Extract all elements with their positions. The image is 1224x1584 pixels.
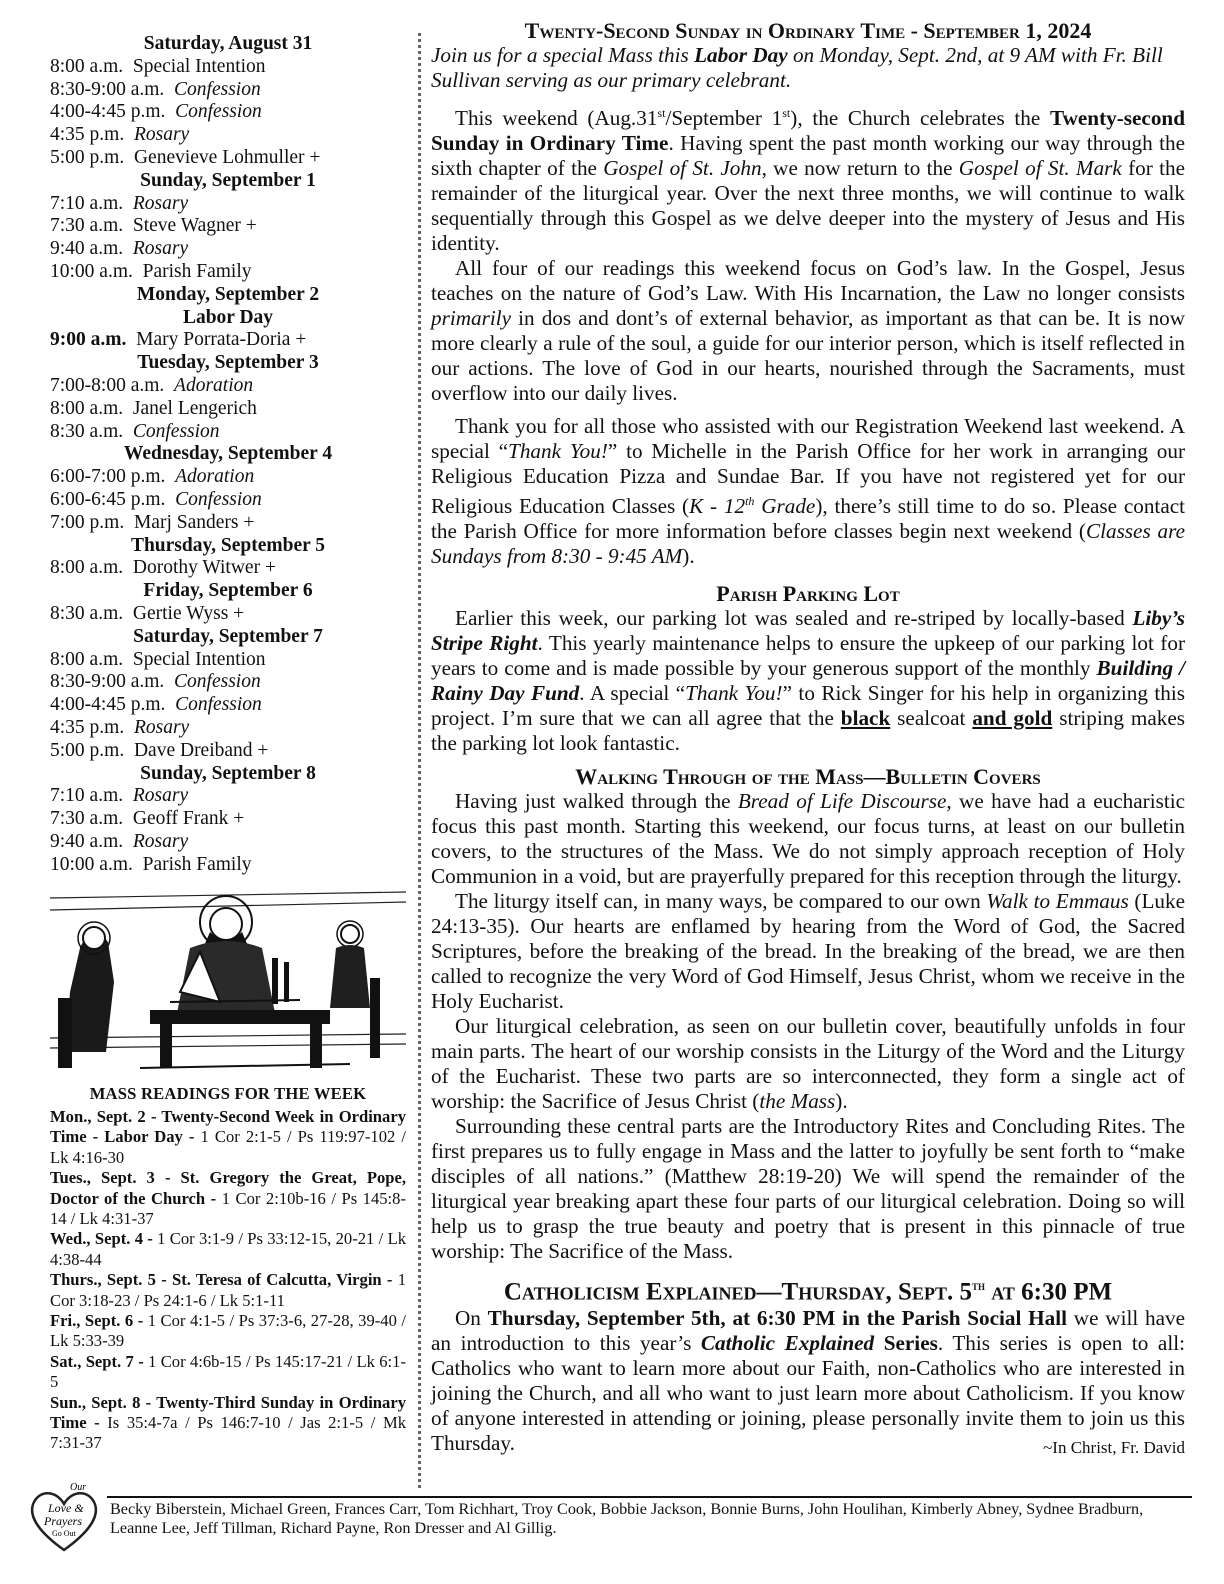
schedule-row xyxy=(50,740,406,763)
schedule-row xyxy=(50,557,406,580)
schedule-day-heading: Friday, September 6 xyxy=(143,580,313,602)
schedule-time: 5:00 p.m. xyxy=(50,739,125,761)
schedule-time: 9:40 a.m. xyxy=(50,238,124,260)
schedule-row xyxy=(50,785,406,808)
logo-line-4: Go Out xyxy=(52,1529,76,1538)
schedule-time: 8:00 a.m. xyxy=(50,397,124,419)
schedule-intention: Adoration xyxy=(174,374,254,396)
schedule-time: 7:30 a.m. xyxy=(50,215,124,237)
schedule-day-heading: Saturday, September 7 xyxy=(133,625,323,647)
sunday-paragraph-1: This weekend (Aug.31st/September 1st), the Church celebrates the Twenty-second Sunday in Ordinary Time. Having spent the past month working our way through the sixth chapter of the Gospel of St. John, we now return to the Gospel of St. Mark for the remainder of the liturgical year. Over the next three months, we will continue to walk sequentially through this Gospel as we delve deeper into the mystery of Jesus and His identity. xyxy=(431,106,1186,256)
schedule-time: 5:00 p.m. xyxy=(50,146,125,168)
schedule-row xyxy=(50,375,406,398)
schedule-intention: Special Intention xyxy=(132,648,266,670)
schedule-intention: Janel Lengerich xyxy=(132,397,257,419)
schedule-intention: Rosary xyxy=(133,124,190,146)
schedule-time: 7:00 p.m. xyxy=(50,511,125,533)
schedule-intention: Special Intention xyxy=(132,55,266,77)
schedule-row xyxy=(50,512,406,535)
schedule-row xyxy=(50,717,406,740)
schedule-row xyxy=(50,329,406,352)
schedule-intention: Rosary xyxy=(132,238,189,260)
reading-references: 1 Cor 4:6b-15 / Ps 145:17-21 / Lk 6:1-5 xyxy=(50,1351,406,1392)
schedule-day-heading: Monday, September 2 xyxy=(136,283,320,305)
left-column xyxy=(50,33,406,1454)
logo-line-3: Prayers xyxy=(44,1514,82,1528)
schedule-intention: Mary Porrata-Doria + xyxy=(136,329,307,351)
signature: ~In Christ, Fr. David xyxy=(1043,1438,1185,1458)
schedule-intention: Genevieve Lohmuller + xyxy=(133,146,321,168)
schedule-intention: Parish Family xyxy=(142,260,252,282)
schedule-intention: Confession xyxy=(175,694,262,716)
schedule-row xyxy=(50,238,406,261)
schedule-day-heading: Sunday, September 8 xyxy=(140,762,316,784)
reading-references: Is 35:4-7a / Ps 146:7-10 / Jas 2:1-5 / Mk 7:31-37 xyxy=(50,1412,406,1453)
reading-references: 1 Cor 3:1-9 / Ps 33:12-15, 20-21 / Lk 4:38-44 xyxy=(50,1229,407,1269)
schedule-row xyxy=(50,466,406,489)
reading-references: 1 Cor 2:10b-16 / Ps 145:8-14 / Lk 4:31-37 xyxy=(50,1188,406,1228)
schedule-time: 7:10 a.m. xyxy=(50,785,124,807)
schedule-day-heading: Saturday, August 31 xyxy=(143,33,313,54)
reading-entry xyxy=(50,1229,406,1270)
schedule-row xyxy=(50,694,406,717)
reading-references: 1 Cor 3:18-23 / Ps 24:1-6 / Lk 5:1-11 xyxy=(50,1270,406,1310)
schedule-row xyxy=(50,56,406,79)
schedule-intention: Steve Wagner + xyxy=(132,215,257,237)
schedule-intention: Marj Sanders + xyxy=(133,511,255,533)
prayer-list: Becky Biberstein, Michael Green, Frances Carr, Tom Richhart, Troy Cook, Bobbie Jackson, Bonnie Burns, John Houlihan, Kimberly Abney, Sydnee Bradburn, Leanne Lee, Jeff Tillman, Richard Payne, Ron Dresser and Al Gillig. xyxy=(110,1500,1144,1537)
schedule-day-heading: Wednesday, September 4 xyxy=(123,443,333,465)
schedule-intention: Rosary xyxy=(132,785,189,807)
schedule-time: 9:40 a.m. xyxy=(50,830,124,852)
walking-title: Walking Through of the Mass—Bulletin Covers xyxy=(575,764,1041,790)
schedule-time: 8:00 a.m. xyxy=(50,55,124,77)
schedule-intention: Rosary xyxy=(132,830,189,852)
holy-family-woodcut-illustration xyxy=(50,888,406,1074)
schedule-row xyxy=(50,261,406,284)
labor-day-intro: Join us for a special Mass this Labor Day on Monday, Sept. 2nd, at 9 AM with Fr. Bill Sullivan serving as our primary celebrant. xyxy=(431,43,1163,92)
reading-references: 1 Cor 2:1-5 / Ps 119:97-102 / Lk 4:16-30 xyxy=(50,1127,406,1167)
walking-paragraph-1: Having just walked through the Bread of Life Discourse, we have had a eucharistic focus this past month. Starting this weekend, our focus turns, at least on our bulletin covers, to the structures of the Mass. We do not simply approach reception of Holy Communion in a void, but are prayerfully prepared for this reception through the liturgy. xyxy=(431,789,1186,889)
schedule-row xyxy=(50,193,406,216)
main-title: Twenty-Second Sunday in Ordinary Time - September 1, 2024 xyxy=(524,18,1092,43)
schedule-row xyxy=(50,671,406,694)
right-column xyxy=(431,18,1185,1460)
schedule-row xyxy=(50,489,406,512)
walking-paragraph-2: The liturgy itself can, in many ways, be compared to our own Walk to Emmaus (Luke 24:13-35). Our hearts are enflamed by hearing from the Word of God, the Sacred Scriptures, before the breaking of the bread. In the breaking of the bread, we are then called to recognize the very Word of God Himself, Jesus Christ, whom we receive in the Holy Eucharist. xyxy=(431,889,1186,1014)
reading-day-label: Mon., Sept. 2 - Twenty-Second Week in Ordinary Time - Labor Day - xyxy=(50,1106,406,1147)
reading-entry xyxy=(50,1168,406,1229)
reading-day-label: Fri., Sept. 6 - xyxy=(50,1310,144,1330)
schedule-row xyxy=(50,854,406,877)
reading-day-label: Wed., Sept. 4 - xyxy=(50,1229,153,1249)
reading-day-label: Thurs., Sept. 5 - St. Teresa of Calcutta, Virgin - xyxy=(50,1270,393,1290)
registration-paragraph: Thank you for all those who assisted with our Registration Weekend last weekend. A special “Thank You!” to Michelle in the Parish Office for her work in arranging our Religious Education Pizza and Sundae Bar. If you have not registered yet for our Religious Education Classes (K - 12th Grade), there’s still time to do so. Please contact the Parish Office for more information before classes begin next weekend (Classes are Sundays from 8:30 - 9:45 AM). xyxy=(431,414,1186,569)
schedule-intention: Confession xyxy=(132,420,220,442)
reading-entry xyxy=(50,1270,406,1311)
schedule-time: 10:00 a.m. xyxy=(50,853,133,875)
reading-day-label: Sun., Sept. 8 - Twenty-Third Sunday in Ordinary Time - xyxy=(50,1392,406,1432)
schedule-intention: Adoration xyxy=(175,466,255,488)
schedule-day-heading: Tuesday, September 3 xyxy=(137,352,319,374)
schedule-row xyxy=(50,808,406,831)
schedule-day-heading: Labor Day xyxy=(182,306,274,328)
schedule-time: 10:00 a.m. xyxy=(50,260,133,282)
parking-title: Parish Parking Lot xyxy=(716,581,900,607)
schedule-intention: Confession xyxy=(174,671,261,693)
mass-schedule xyxy=(50,33,406,876)
schedule-row xyxy=(50,79,406,102)
walking-paragraph-3: Our liturgical celebration, as seen on our bulletin cover, beautifully unfolds in four main parts. The heart of our worship consists in the Liturgy of the Word and the Liturgy of the Eucharist. These two parts are so interconnected, they form a single act of worship: the Sacrifice of Jesus Christ (the Mass). xyxy=(431,1014,1185,1114)
sunday-paragraph-2: All four of our readings this weekend focus on God’s law. In the Gospel, Jesus teaches on the nature of God’s Law. With His Incarnation, the Law no longer consists primarily in dos and dont’s of external behavior, as important as that can be. It is now more clearly a rule of the soul, a guide for our interior person, which is itself reflected in our actions. The love of God in our hearts, nourished through the Sacraments, must overflow into our daily lives. xyxy=(431,256,1185,406)
schedule-row xyxy=(50,215,406,238)
schedule-time: 8:30 a.m. xyxy=(50,420,124,442)
logo-line-1: Our xyxy=(70,1482,87,1493)
schedule-time: 7:10 a.m. xyxy=(50,192,124,214)
bottom-rule xyxy=(107,1496,1192,1498)
schedule-time: 6:00-6:45 p.m. xyxy=(50,488,166,510)
reading-day-label: Sat., Sept. 7 - xyxy=(50,1351,144,1371)
readings-title: MASS READINGS FOR THE WEEK xyxy=(89,1084,367,1104)
schedule-row xyxy=(50,398,406,421)
schedule-intention: Confession xyxy=(174,78,261,100)
schedule-day-heading: Thursday, September 5 xyxy=(130,534,326,556)
love-and-prayers-logo xyxy=(26,1480,102,1554)
schedule-row xyxy=(50,101,406,124)
schedule-time: 8:00 a.m. xyxy=(50,648,124,670)
schedule-row xyxy=(50,831,406,854)
schedule-time: 4:00-4:45 p.m. xyxy=(50,101,166,123)
reading-day-label: Tues., Sept. 3 - St. Gregory the Great, Pope, Doctor of the Church - xyxy=(50,1168,406,1208)
schedule-intention: Geoff Frank + xyxy=(132,808,245,830)
schedule-intention: Gertie Wyss + xyxy=(132,602,245,624)
schedule-time: 8:30-9:00 a.m. xyxy=(50,78,165,100)
schedule-time: 6:00-7:00 p.m. xyxy=(50,466,166,488)
schedule-row xyxy=(50,147,406,170)
schedule-row xyxy=(50,124,406,147)
logo-line-2: Love & xyxy=(48,1501,84,1515)
schedule-row xyxy=(50,649,406,672)
catholicism-paragraph: On Thursday, September 5th, at 6:30 PM in the Parish Social Hall we will have an introduction to this year’s Catholic Explained Series. This series is open to all: Catholics who want to learn more about our Faith, non-Catholics who are interested in joining the Church, and all who want to just learn more about Catholicism. If you know of anyone interested in attending or joining, please personally invite them to join us this Thursday. ~In Christ, Fr. David xyxy=(431,1306,1185,1456)
schedule-intention: Dorothy Witwer + xyxy=(132,557,276,579)
schedule-intention: Rosary xyxy=(133,716,190,738)
schedule-intention: Confession xyxy=(175,488,262,510)
walking-paragraph-4: Surrounding these central parts are the Introductory Rites and Concluding Rites. The first prepares us to fully engage in Mass and the latter to joyfully be sent forth to “make disciples of all nations.” (Matthew 28:19-20) We will spend the remainder of the liturgical year breaking apart these four parts of our liturgical celebration. Doing so will help us to grasp the true beauty and poetry that is present in this pinnacle of true worship: The Sacrifice of the Mass. xyxy=(431,1114,1185,1264)
schedule-time: 7:00-8:00 a.m. xyxy=(50,374,165,396)
reading-entry xyxy=(50,1311,406,1352)
catholicism-title: Catholicism Explained—Thursday, Sept. 5th at 6:30 PM xyxy=(503,1278,1113,1306)
parking-paragraph: Earlier this week, our parking lot was sealed and re-striped by locally-based Liby’s Stripe Right. This yearly maintenance helps to ensure the upkeep of our parking lot for years to come and is made possible by your generous support of the monthly Building / Rainy Day Fund. A special “Thank You!” to Rick Singer for his help in organizing this project. I’m sure that we can all agree that the black sealcoat and gold striping makes the parking lot look fantastic. xyxy=(431,606,1186,756)
schedule-time: 4:35 p.m. xyxy=(50,716,125,738)
schedule-time: 9:00 a.m. xyxy=(50,329,127,351)
reading-references: 1 Cor 4:1-5 / Ps 37:3-6, 27-28, 39-40 / Lk 5:33-39 xyxy=(50,1310,406,1351)
schedule-row xyxy=(50,603,406,626)
reading-entry xyxy=(50,1393,406,1454)
schedule-time: 8:30 a.m. xyxy=(50,602,124,624)
schedule-time: 8:30-9:00 a.m. xyxy=(50,671,165,693)
schedule-row xyxy=(50,421,406,444)
schedule-time: 4:35 p.m. xyxy=(50,124,125,146)
schedule-day-heading: Sunday, September 1 xyxy=(140,169,316,191)
mass-readings xyxy=(50,1084,406,1453)
schedule-time: 4:00-4:45 p.m. xyxy=(50,694,166,716)
schedule-time: 8:00 a.m. xyxy=(50,557,124,579)
schedule-intention: Confession xyxy=(175,101,262,123)
schedule-intention: Rosary xyxy=(132,192,189,214)
schedule-intention: Dave Dreiband + xyxy=(133,739,269,761)
schedule-intention: Parish Family xyxy=(142,853,252,875)
schedule-time: 7:30 a.m. xyxy=(50,808,124,830)
column-divider xyxy=(418,33,421,1488)
reading-entry xyxy=(50,1107,406,1168)
reading-entry xyxy=(50,1352,406,1393)
